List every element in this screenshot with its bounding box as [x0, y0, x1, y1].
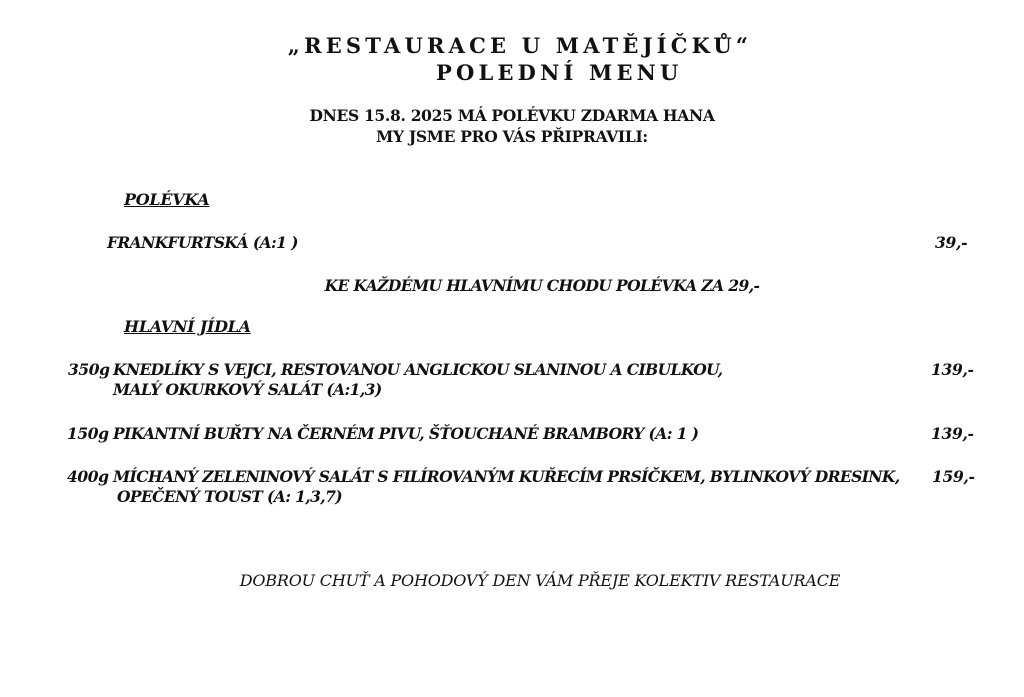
main-item-line-2: MALÝ OKURKOVÝ SALÁT (A:1,3) [113, 380, 382, 399]
soup-item-price: 39,- [935, 233, 968, 252]
soup-item-name: FRANKFURTSKÁ (A:1 ) [107, 233, 298, 252]
main-heading: HLAVNÍ JÍDLA [124, 317, 251, 336]
main-item-weight: 350g [68, 360, 110, 379]
main-item-line-2: OPEČENÝ TOUST (A: 1,3,7) [117, 487, 342, 506]
soup-offer: KE KAŽDÉMU HLAVNÍMU CHODU POLÉVKA ZA 29,- [324, 276, 760, 295]
footer-greeting: DOBROU CHUŤ A POHODOVÝ DEN VÁM PŘEJE KOLEKTIV RESTAURACE [239, 571, 841, 590]
main-item-price: 139,- [931, 424, 974, 443]
main-item-price: 139,- [931, 360, 974, 379]
main-item-weight: 150g [67, 424, 109, 443]
restaurant-title: „RESTAURACE U MATĚJÍČKŮ“ [287, 33, 753, 58]
main-item-line-1: KNEDLÍKY S VEJCI, RESTOVANOU ANGLICKOU SLANINOU A CIBULKOU, [113, 360, 723, 379]
main-item-weight: 400g [67, 467, 109, 486]
main-item-price: 159,- [932, 467, 975, 486]
notice-line-2: MY JSME PRO VÁS PŘIPRAVILI: [376, 127, 648, 146]
menu-title: POLEDNÍ MENU [436, 60, 683, 85]
main-item-line-1: MÍCHANÝ ZELENINOVÝ SALÁT S FILÍROVANÝM KUŘECÍM PRSÍČKEM, BYLINKOVÝ DRESINK, [113, 467, 900, 486]
main-item-line-1: PIKANTNÍ BUŘTY NA ČERNÉM PIVU, ŠŤOUCHANÉ BRAMBORY (A: 1 ) [113, 424, 699, 443]
notice-line-1: DNES 15.8. 2025 MÁ POLÉVKU ZDARMA HANA [309, 106, 715, 125]
soup-heading: POLÉVKA [124, 190, 210, 209]
